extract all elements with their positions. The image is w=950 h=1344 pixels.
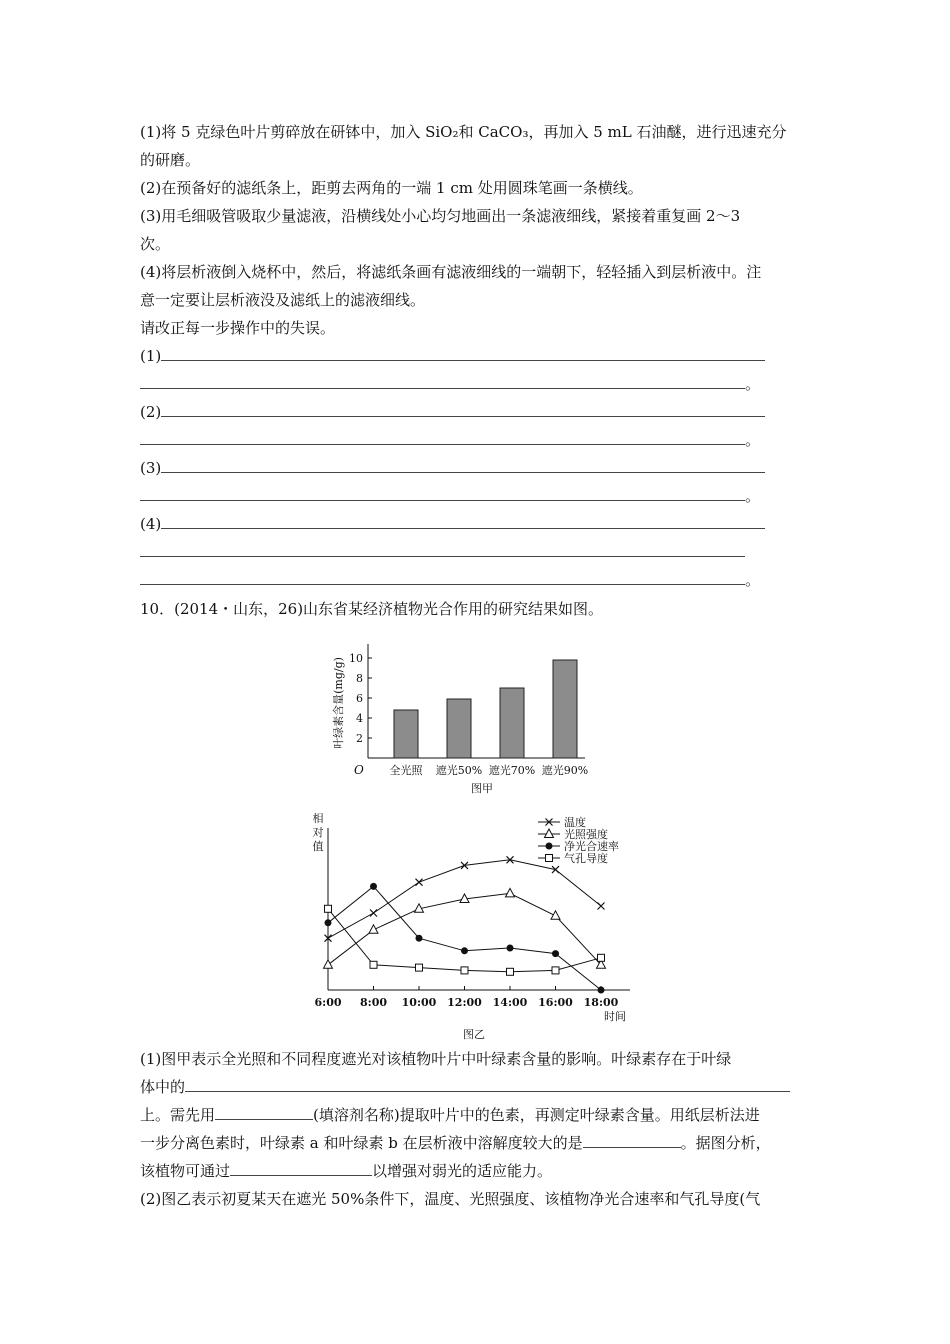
legend-label: 温度 <box>564 816 586 829</box>
answer-2-number: (2) <box>140 403 162 421</box>
data-point-square <box>552 967 559 974</box>
y-tick-label: 10 <box>349 652 363 665</box>
x-tick-label: 18:00 <box>583 996 619 1009</box>
figure-line-chart <box>290 808 660 1040</box>
answer-2-blank[interactable] <box>161 402 765 417</box>
x-tick-label: 16:00 <box>538 996 573 1009</box>
x-tick-label: 全光照 <box>389 764 423 777</box>
step-4-line-2: 意一定要让层析液没及滤纸上的滤液细线。 <box>140 291 426 309</box>
origin-label: O <box>354 763 364 777</box>
data-point-dot <box>507 945 514 952</box>
x-tick-label: 遮光70% <box>488 764 536 777</box>
data-point-x <box>370 910 377 917</box>
y-axis-label-char: 值 <box>312 840 324 853</box>
q10-part1-line-1: (1)图甲表示全光照和不同程度遮光对该植物叶片中叶绿素含量的影响。叶绿素存在于叶绿 <box>140 1050 732 1068</box>
data-point-triangle <box>369 925 378 934</box>
bar <box>394 710 418 758</box>
correction-prompt: 请改正每一步操作中的失误。 <box>140 319 336 337</box>
x-tick-label: 14:00 <box>492 996 528 1009</box>
answer-2-blank-2[interactable] <box>140 430 745 445</box>
step-4-line-1: (4)将层析液倒入烧杯中，然后，将滤纸条画有滤液细线的一端朝下，轻轻插入到层析液中。注 <box>140 263 762 281</box>
answer-3-blank-2[interactable] <box>140 486 745 501</box>
x-axis-label: 时间 <box>604 1010 626 1023</box>
step-3-line-2: 次。 <box>140 235 171 253</box>
data-point-dot <box>370 883 377 890</box>
answer-2-line-1[interactable] <box>140 401 765 423</box>
data-point-x <box>598 903 605 910</box>
step-2-line: (2)在预备好的滤纸条上，距剪去两角的一端 1 cm 处用圆珠笔画一条横线。 <box>140 179 643 197</box>
q10-part1-text-d-b: 。据图分析， <box>680 1134 771 1152</box>
y-tick-label: 6 <box>356 692 363 705</box>
answer-4-line-3[interactable] <box>140 569 760 591</box>
answer-3-blank[interactable] <box>161 458 765 473</box>
chart-title: 图乙 <box>463 1028 485 1040</box>
legend-label: 光照强度 <box>564 828 608 841</box>
legend-marker-square <box>546 855 553 862</box>
answer-1-blank[interactable] <box>161 346 765 361</box>
data-point-square <box>598 954 605 961</box>
step-3-line-1: (3)用毛细吸管吸取少量滤液，沿横线处小心均匀地画出一条滤液细线，紧接着重复画 2～3 <box>140 207 741 225</box>
data-point-dot <box>325 919 332 926</box>
bar <box>447 699 471 758</box>
answer-1-period: 。 <box>745 375 761 393</box>
q10-part1-text-e-a: 该植物可通过 <box>140 1162 231 1180</box>
answer-4-blank-2[interactable] <box>140 542 745 557</box>
x-tick-label: 12:00 <box>447 996 482 1009</box>
answer-1-line-1[interactable] <box>140 345 765 367</box>
data-point-x <box>416 879 423 886</box>
bar <box>500 688 524 758</box>
answer-4-line-2[interactable] <box>140 541 745 563</box>
answer-1-blank-2[interactable] <box>140 374 745 389</box>
answer-4-number: (4) <box>140 515 162 533</box>
x-tick-label: 遮光90% <box>541 764 589 777</box>
answer-2-period: 。 <box>745 431 761 449</box>
q10-part1-line-3 <box>140 1104 760 1126</box>
x-tick-label: 8:00 <box>359 996 388 1009</box>
answer-4-blank[interactable] <box>161 514 765 529</box>
answer-3-line-1[interactable] <box>140 457 765 479</box>
answer-3-number: (3) <box>140 459 162 477</box>
y-axis-label-char: 相 <box>312 812 324 825</box>
legend-label: 净光合速率 <box>564 840 619 853</box>
answer-4-blank-3[interactable] <box>140 570 745 585</box>
data-point-dot <box>552 950 559 957</box>
bar <box>553 660 577 758</box>
data-point-triangle <box>506 888 515 897</box>
data-point-square <box>461 967 468 974</box>
q10-part1-text-e-b: 以增强对弱光的适应能力。 <box>372 1162 553 1180</box>
q10-part1-text-c-b: (填溶剂名称)提取叶片中的色素，再测定叶绿素含量。用纸层析法进 <box>313 1106 760 1124</box>
data-point-dot <box>416 935 423 942</box>
q10-part1-text-d-a: 一步分离色素时，叶绿素 a 和叶绿素 b 在层析液中溶解度较大的是 <box>140 1134 583 1152</box>
blank-chlorophyll-location[interactable] <box>185 1077 790 1092</box>
legend-marker-triangle <box>545 829 554 838</box>
y-tick-label: 4 <box>356 712 363 725</box>
answer-4-line-1[interactable] <box>140 513 765 535</box>
data-point-triangle <box>551 911 560 920</box>
step-1-line-1: (1)将 5 克绿色叶片剪碎放在研钵中，加入 SiO₂和 CaCO₃，再加入 5 mL 石油醚，进行迅速充分 <box>140 123 787 141</box>
x-tick-label: 10:00 <box>401 996 437 1009</box>
figure-bar-chart <box>320 630 620 800</box>
question-10-heading: 10．(2014・山东，26)山东省某经济植物光合作用的研究结果如图。 <box>140 600 604 618</box>
data-point-dot <box>461 947 468 954</box>
chart-title: 图甲 <box>471 782 493 795</box>
data-point-square <box>507 968 514 975</box>
data-point-square <box>416 964 423 971</box>
answer-1-line-2[interactable] <box>140 373 760 395</box>
q10-part2-line-1: (2)图乙表示初夏某天在遮光 50%条件下，温度、光照强度、该植物净光合速率和气孔导度(气 <box>140 1190 761 1208</box>
y-axis-label: 叶绿素含量(mg/g) <box>332 657 345 749</box>
y-tick-label: 2 <box>356 732 363 745</box>
y-tick-label: 8 <box>356 672 363 685</box>
q10-part1-text-b: 体中的 <box>140 1078 186 1096</box>
q10-part1-line-4 <box>140 1132 771 1154</box>
x-tick-label: 遮光50% <box>435 764 483 777</box>
blank-adaptation[interactable] <box>230 1161 372 1176</box>
answer-2-line-2[interactable] <box>140 429 760 451</box>
blank-higher-solubility[interactable] <box>583 1133 681 1148</box>
legend-label: 气孔导度 <box>564 852 608 865</box>
y-axis-label-char: 对 <box>312 826 324 839</box>
q10-part1-line-2 <box>140 1076 790 1098</box>
answer-3-period: 。 <box>745 487 761 505</box>
data-point-x <box>552 866 559 873</box>
q10-part1-line-5 <box>140 1160 552 1182</box>
data-point-triangle <box>324 960 333 969</box>
answer-4-period: 。 <box>745 571 761 589</box>
data-point-square <box>325 905 332 912</box>
answer-1-number: (1) <box>140 347 162 365</box>
data-point-dot <box>598 987 605 994</box>
step-1-line-2: 的研磨。 <box>140 151 201 169</box>
x-tick-label: 6:00 <box>314 996 342 1009</box>
q10-part1-text-c-a: 上。需先用 <box>140 1106 216 1124</box>
series-line-square <box>328 909 601 972</box>
blank-solvent-name[interactable] <box>215 1105 313 1120</box>
answer-3-line-2[interactable] <box>140 485 760 507</box>
legend-marker-dot <box>546 843 553 850</box>
data-point-square <box>370 961 377 968</box>
